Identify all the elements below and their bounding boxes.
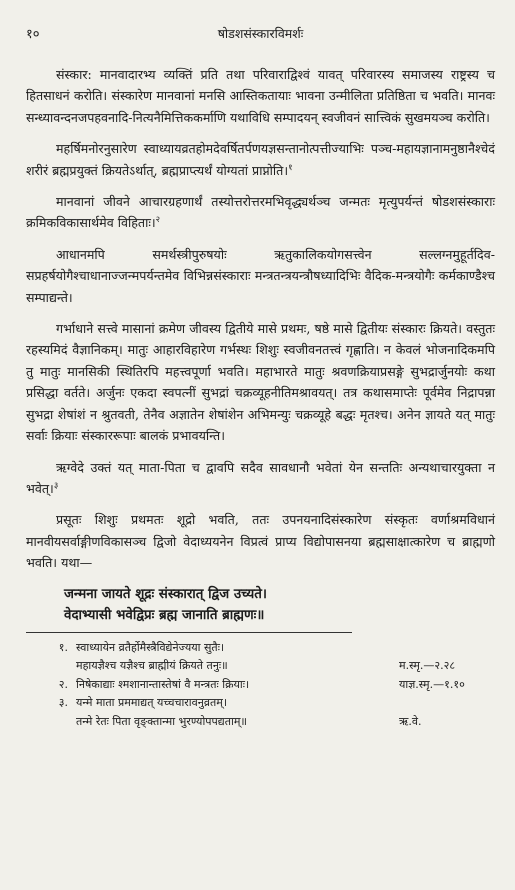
footnote xyxy=(26,694,495,731)
footnote-marker: २ xyxy=(155,215,161,226)
footnote-text: स्वाध्यायेन व्रतैर्होमैस्त्रैविद्येनेज्यया सुतैः। xyxy=(76,640,225,654)
footnote-source: ऋ.वे. xyxy=(399,714,422,728)
footnote-source: याज्ञ.स्मृ.—१.१० xyxy=(399,677,465,691)
verse-line: वेदाभ्यासी भवेद्विप्रः ब्रह्म जानाति ब्राह्मणः॥ xyxy=(64,606,265,623)
paragraph: गर्भाधाने सत्त्वे मासानां क्रमेण जीवस्य द्वितीये मासे प्रथमः, षष्ठे मासे द्वितीयः संस्कारः क्रियते। वस्तुतः रहस्यमिदं वैज्ञानिकम्। मातुः आहारविहारेण गर्भस्थः शिशुः स्वजीवनतत्त्वं गृह्णाति। न केवलं भोजनादिकमपि तु मातुः मानसिकी स्थितिरपि महत्त्वपूर्णा भवति। महाभारते मातुः श्रवणक्रियाप्रसङ्गे सुभद्रार्जुनयोः कथा प्रसिद्धा वर्तते। अर्जुनः एकदा स्वपत्नीं सुभद्रां चक्रव्यूहनीतिमश्रावयत्। तत्र कथासमाप्तेः पूर्वमेव निद्रापन्ना सुभद्रा शेषांशं न श्रुतवती, तेनैव अज्ञातेन शेषांशेन अभिमन्युः चक्रव्यूहे बद्धः मृतश्च। अनेन ज्ञायते यत् मातुः सर्वाः क्रियाः संस्काररूपाः बालकं प्रभावयन्ति। xyxy=(26,321,495,444)
running-title: षोडशसंस्कारविमर्शः xyxy=(217,26,304,41)
footnote-text: महायज्ञैश्च यज्ञैश्च ब्राह्मीयं क्रियते तनुः॥ xyxy=(76,659,228,673)
footnote-divider xyxy=(26,632,352,633)
footnote xyxy=(26,639,495,676)
footnote-number: १. xyxy=(58,640,68,654)
paragraph: मानवानां जीवने आचारग्रहणार्थं तस्योत्तरोत्तरमभिवृद्ध्यर्थञ्च जन्मतः मृत्युपर्यन्तं षोडशसंस्काराः क्रमिकविकासार्थमेव विहिताः।$^२$ xyxy=(26,194,495,231)
quoted-verse xyxy=(26,584,495,626)
footnote-marker: १ xyxy=(288,162,293,173)
page-header xyxy=(26,24,495,48)
paragraph: आधानमपि समर्थस्त्रीपुरुषयोः ऋतुकालिकयोगसत्त्वेन सल्लग्नमुहूर्तदिव-सप्रहर्षयोगैश्चाधानाज्जन्मपर्यन्तमेव विभिन्नसंस्काराः मन्त्रतन्त्रयन्त्रौषध्यादिभिः वैदिक-मन्त्रयोगैः कर्मकाण्डैश्च सम्पाद्यन्ते। xyxy=(26,246,495,305)
page-number: १० xyxy=(26,27,40,42)
footnote-text: निषेकाद्याः श्मशानान्तास्तेषां वै मन्त्रतः क्रियाः। xyxy=(76,677,250,691)
footnotes xyxy=(26,639,495,732)
paragraph: संस्कार: मानवादारभ्य व्यक्तिं प्रति तथा परिवाराद्विश्वं यावत् परिवारस्य समाजस्य राष्ट्रस्य च हितसाधनं करोति। संस्कारेण मानवानां मनसि आस्तिकतायाः भावना उन्मीलिता प्रतिष्ठिता च भवति। मानवः सन्ध्यावन्दनजपहवनादि-नित्यनैमित्तिककर्माणि यथाविधि सम्पादयन् स्वजीवनं सात्त्विकं सुखमयञ्च करोति। xyxy=(26,67,495,125)
paragraph: प्रसूतः शिशुः प्रथमतः शूद्रो भवति, ततः उपनयनादिसंस्कारेण संस्कृतः वर्णाश्रमविधानं मानवीयसर्वाङ्गीणविकासञ्च द्विजो वेदाध्ययनेन विप्रत्वं प्राप्य विद्योपासनया ब्रह्मसाक्षात्कारेण च ब्राह्मणो भवति। यथा— xyxy=(26,512,495,571)
footnote-source xyxy=(399,694,495,713)
footnote-text: यन्मे माता प्रममाद्यत् यच्चचारावनुव्रतम्। xyxy=(76,696,228,710)
footnote-marker: ३ xyxy=(53,480,59,491)
footnote-number: २. xyxy=(58,677,68,691)
footnote xyxy=(26,676,495,695)
page-body xyxy=(26,64,495,732)
paragraph: महर्षिमनोरनुसारेण स्वाध्यायव्रतहोमदेवर्षितर्पणयज्ञसन्तानोत्पत्तीज्याभिः पञ्च-महायज्ञानामनुष्ठानैश्चेदं शरीरं ब्रह्मप्रयुक्तं क्रियतेऽर्थात्, ब्रह्मप्राप्त्यर्थं योग्यतां प्राप्नोति।$^१$ xyxy=(26,141,495,178)
footnote-number: ३. xyxy=(58,696,68,710)
verse-line: जन्मना जायते शूद्रः संस्कारात् द्विज उच्यते। xyxy=(64,585,267,602)
footnote-source: म.स्मृ.—२.२८ xyxy=(399,659,456,673)
footnote-source xyxy=(399,639,495,658)
footnote-text: तन्मे रेतः पिता वृङ्क्तान्मा भुरण्योपपद्यताम्॥ xyxy=(76,714,247,728)
paragraph: ऋग्वेदे उक्तं यत् माता-पिता च द्वावपि सदैव सावधानौ भवेतां येन सन्ततिः अन्यथाचारयुक्ता न भवेत्।$^३$ xyxy=(26,459,495,496)
